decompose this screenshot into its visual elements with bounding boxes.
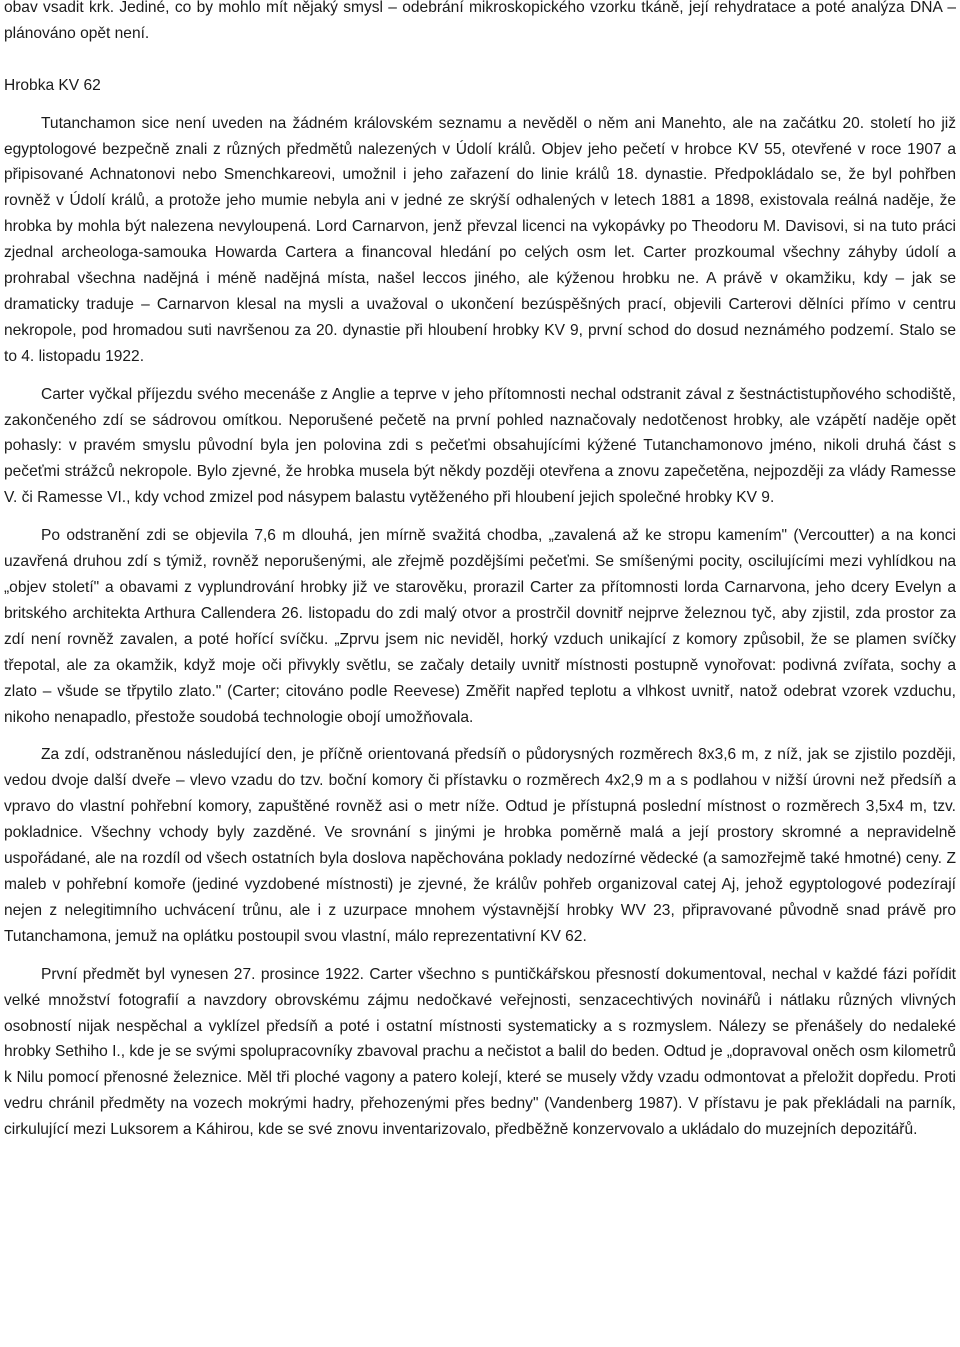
section-title: Hrobka KV 62 — [4, 76, 101, 94]
spacer — [4, 730, 956, 742]
spacer — [4, 99, 956, 111]
spacer — [4, 370, 956, 382]
paragraph-3: Po odstranění zdi se objevila 7,6 m dlouhá, jen mírně svažitá chodba, „zavalená až ke stropu kamením" (Vercoutter) a na konci uzavřená druhou zdí s týmiž, rovněž neporušenými, ale zřejmě pozdějšími pečeťmi. Se smíšenými pocity, oscilujícími mezi vyhlídkou na „objev století" a obavami z vyplundrování hrobky již ve starověku, prorazil Carter za přítomnosti lorda Carnarvona, jeho dcery Evelyn a britského architekta Arthura Callendera 26. listopadu do zdi malý otvor a prostrčil dovnitř nejprve železnou tyč, aby zjistil, zda prostor za zdí není rovněž zavalen, a poté hořící svíčku. „Zprvu jsem nic neviděl, horký vzduch unikající z komory způsobil, že se plamen svíčky třepotal, ale za okamžik, když moje oči přivykly světlu, se začaly detaily uvnitř místnosti postupně vynořovat: podivná zvířata, sochy a zlato – všude se třpytilo zlato." (Carter; citováno podle Reevese) Změřit napřed teplotu a vlhkost uvnitř, natož odebrat vzorek vzduchu, nikoho nenapadlo, přestože soudobá technologie obojí umožňovala. — [4, 527, 956, 726]
spacer — [4, 47, 956, 73]
document-page — [4, 0, 956, 1143]
spacer — [4, 511, 956, 523]
paragraph-5: První předmět byl vynesen 27. prosince 1922. Carter všechno s puntičkářskou přesností dokumentoval, nechal v každé fázi pořídit velké množství fotografií a navzdory obrovskému zájmu nedočkavé veřejnosti, senzacechtivých novinářů i nátlaku různých vlivných osobností nijak nespěchal a vyklízel předsíň a poté i ostatní místnosti systematicky a s rozmyslem. Nálezy se přenášely do nedaleké hrobky Sethiho I., kde je se svými spolupracovníky zbavoval prachu a nečistot a balil do beden. Odtud je „dopravoval oněch osm kilometrů k Nilu pomocí přenosné železnice. Měl tři ploché vagony a patero kolejí, které se musely vždy vzadu odmontovat a přeložit dopředu. Proti vedru chránil předměty na vozech mokrými hadry, přehozenými přes bedny" (Vandenberg 1987). V přístavu je pak překládali na parník, cirkulující mezi Luksorem a Káhirou, kde se své znovu inventarizovalo, předběžně konzervovalo a ukládalo do muzejních depozitářů. — [4, 965, 956, 1139]
continuation-paragraph: obav vsadit krk. Jediné, co by mohlo mít nějaký smysl – odebrání mikroskopického vzorku tkáně, její rehydratace a poté analýza DNA – plánováno opět není. — [4, 0, 956, 42]
paragraph-4: Za zdí, odstraněnou následující den, je příčně orientovaná předsíň o půdorysných rozměrech 8x3,6 m, z níž, jak se zjistilo později, vedou dvoje další dveře – vlevo vzadu do tzv. boční komory či přístavku o rozměrech 4x2,9 m a s podlahou v nižší úrovni než předsíň a vpravo do vlastní pohřební komory, zapuštěné rovněž asi o metr níže. Odtud je přístupná poslední místnost o rozměrech 3,5x4 m, tzv. pokladnice. Všechny vchody byly zazděné. Ve srovnání s jinými je hrobka poměrně malá a její prostory skromné a nepravidelně uspořádané, ale na rozdíl od všech ostatních byla doslova napěchována poklady nedozírné vědecké (a samozřejmě také hmotné) ceny. Z maleb v pohřební komoře (jediné vyzdobené místnosti) je zjevné, že králův pohřeb organizoval catej Aj, jehož egyptologové podezírají nejen z nelegitimního uchvácení trůnu, ale i z uzurpace mnohem výstavnější hrobky WV 23, připravované původně snad právě pro Tutanchamona, jemuž na oplátku postoupil svou vlastní, málo reprezentativní KV 62. — [4, 746, 956, 945]
paragraph-2: Carter vyčkal příjezdu svého mecenáše z Anglie a teprve v jeho přítomnosti nechal odstranit zával z šestnáctistupňového schodiště, zakončeného zdí se sádrovou omítkou. Neporušené pečetě na první pohled naznačovaly nedotčenost hrobky, ale vzápětí naděje opět pohasly: v pravém smyslu původní byla jen polovina zdi s pečeťmi obsahujícími kýžené Tutanchamonovo jméno, nikoli druhá část s pečeťmi strážců nekropole. Bylo zjevné, že hrobka musela být někdy později otevřena a znovu zapečetěna, nejpozději za vlády Ramesse V. či Ramesse VI., kdy vchod zmizel pod násypem balastu vytěženého při hloubení jejich společné hrobky KV 9. — [4, 385, 956, 507]
paragraph-1: Tutanchamon sice není uveden na žádném královském seznamu a nevěděl o něm ani Manehto, ale na začátku 20. století ho již egyptologové bezpečně znali z různých předmětů nalezených v Údolí králů. Objev jeho pečetí v hrobce KV 55, otevřené v roce 1907 a připisované Achnatonovi nebo Smenchkareovi, umožnil i jeho zařazení do linie králů 18. dynastie. Předpokládalo se, že byl pohřben rovněž v Údolí králů, a protože jeho mumie nebyla ani v jedné ze skrýší odhalených v letech 1881 a 1898, existovala reálná naděje, že hrobka by mohla být nalezena nevyloupená. Lord Carnarvon, jenž převzal licenci na vykopávky po Theodoru M. Davisovi, si na tuto práci zjednal archeologa-samouka Howarda Cartera a financoval hledání po celých osm let. Carter prozkoumal všechny záhyby údolí a prohrabal všechna nadějná i méně nadějná místa, našel leccos jiného, ale kýženou hrobku ne. A právě v okamžiku, kdy – jak se dramaticky traduje – Carnarvon klesal na mysli a uvažoval o ukončení bezúspěšných prací, objevili Carterovi dělníci přímo v centru nekropole, pod hromadou suti navršenou za 20. dynastie při hloubení hrobky KV 9, první schod do dosud neznámého podzemí. Stalo se to 4. listopadu 1922. — [4, 114, 956, 365]
spacer — [4, 950, 956, 962]
